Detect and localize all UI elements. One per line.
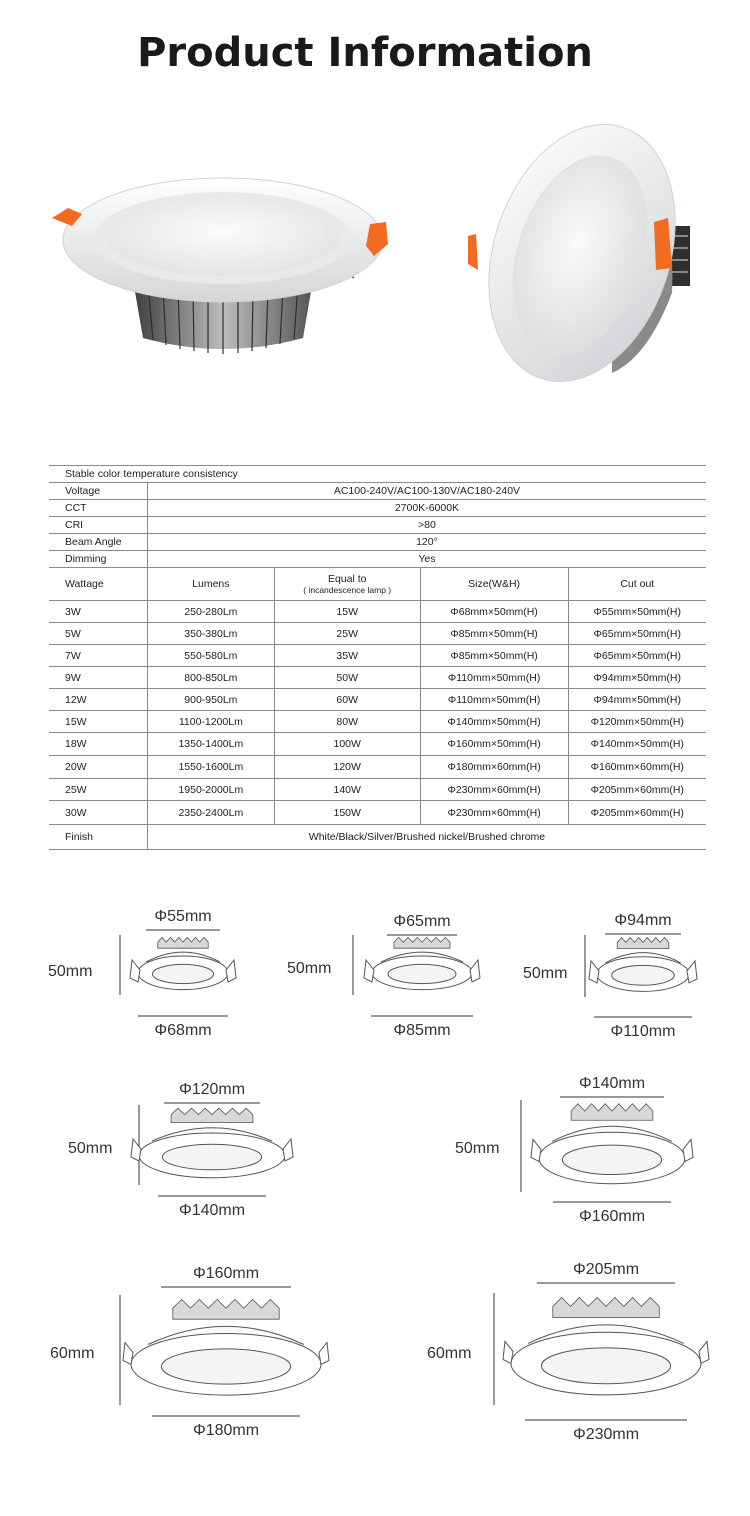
height-dimension-label: 50mm — [48, 963, 93, 980]
downlight-photo-angled — [462, 118, 702, 390]
outer-diameter-label: Φ85mm — [393, 1022, 451, 1039]
heatsink-icon — [394, 937, 450, 948]
cell-cutout: Φ140mm×50mm(H) — [568, 733, 706, 756]
heatsink-icon — [173, 1299, 279, 1319]
table-row — [49, 756, 706, 779]
cell-lumens: 800-850Lm — [147, 667, 274, 689]
outer-diameter-label: Φ160mm — [578, 1208, 646, 1225]
cell-equal: 35W — [274, 645, 420, 667]
header-equal — [274, 568, 420, 601]
heatsink-icon — [171, 1108, 253, 1122]
table-row — [49, 689, 706, 711]
cell-equal: 50W — [274, 667, 420, 689]
heatsink-icon — [158, 937, 208, 948]
spec-value: AC100-240V/AC100-130V/AC180-240V — [147, 483, 706, 500]
header-equal-line1: Equal to — [327, 573, 367, 585]
table-row — [49, 601, 706, 623]
table-row — [49, 711, 706, 733]
downlight-dimension-drawing — [515, 1093, 701, 1206]
cell-lumens: 250-280Lm — [147, 601, 274, 623]
cell-size: Φ180mm×60mm(H) — [420, 756, 568, 779]
spec-value: White/Black/Silver/Brushed nickel/Brushed chrome — [147, 825, 706, 850]
cell-size: Φ230mm×60mm(H) — [420, 801, 568, 825]
cell-wattage: 3W — [49, 601, 147, 623]
spec-label: CRI — [49, 517, 147, 534]
page-title: Product Information — [137, 30, 593, 76]
downlight-dimension-drawing — [133, 1099, 301, 1200]
spec-label: Beam Angle — [49, 534, 147, 551]
height-dimension-label: 50mm — [455, 1140, 500, 1157]
spec-row-beam-angle — [49, 534, 706, 551]
cell-equal: 120W — [274, 756, 420, 779]
cell-wattage: 5W — [49, 623, 147, 645]
cell-cutout: Φ55mm×50mm(H) — [568, 601, 706, 623]
cell-size: Φ140mm×50mm(H) — [420, 711, 568, 733]
header-wattage: Wattage — [49, 568, 147, 601]
cell-equal: 140W — [274, 779, 420, 801]
cell-cutout: Φ205mm×60mm(H) — [568, 801, 706, 825]
header-cutout: Cut out — [568, 568, 706, 601]
cell-lumens: 1550-1600Lm — [147, 756, 274, 779]
outer-diameter-label: Φ110mm — [610, 1023, 676, 1040]
cell-size: Φ85mm×50mm(H) — [420, 645, 568, 667]
outer-diameter-label: Φ68mm — [154, 1022, 212, 1039]
cell-wattage: 7W — [49, 645, 147, 667]
outer-diameter-label: Φ180mm — [192, 1422, 260, 1439]
cell-lumens: 1100-1200Lm — [147, 711, 274, 733]
cutout-dimension-label: Φ140mm — [578, 1075, 646, 1092]
cell-equal: 80W — [274, 711, 420, 733]
table-row — [49, 779, 706, 801]
spec-value: >80 — [147, 517, 706, 534]
heatsink-icon — [571, 1104, 653, 1121]
cell-equal: 25W — [274, 623, 420, 645]
cell-size: Φ110mm×50mm(H) — [420, 667, 568, 689]
spec-row-cct — [49, 500, 706, 517]
cell-lumens: 2350-2400Lm — [147, 801, 274, 825]
spec-value: Yes — [147, 551, 706, 568]
table-row — [49, 733, 706, 756]
downlight-dimension-drawing — [579, 930, 705, 1021]
cell-wattage: 15W — [49, 711, 147, 733]
downlight-dimension-drawing — [347, 931, 488, 1020]
spec-label: Voltage — [49, 483, 147, 500]
cell-cutout: Φ94mm×50mm(H) — [568, 689, 706, 711]
cell-cutout: Φ94mm×50mm(H) — [568, 667, 706, 689]
height-dimension-label: 60mm — [50, 1345, 95, 1362]
cell-wattage: 20W — [49, 756, 147, 779]
downlight-dimension-drawing — [114, 1283, 337, 1420]
downlight-dimension-drawing — [114, 926, 244, 1020]
spec-row-cri — [49, 517, 706, 534]
cell-equal: 60W — [274, 689, 420, 711]
cell-cutout: Φ65mm×50mm(H) — [568, 645, 706, 667]
heatsink-icon — [617, 937, 669, 948]
spec-label: CCT — [49, 500, 147, 517]
cell-cutout: Φ205mm×60mm(H) — [568, 779, 706, 801]
cell-lumens: 550-580Lm — [147, 645, 274, 667]
spec-header-row — [49, 568, 706, 601]
cutout-dimension-label: Φ94mm — [614, 912, 672, 929]
header-lumens: Lumens — [147, 568, 274, 601]
cell-wattage: 18W — [49, 733, 147, 756]
table-row — [49, 645, 706, 667]
cell-lumens: 900-950Lm — [147, 689, 274, 711]
cell-equal: 100W — [274, 733, 420, 756]
cell-wattage: 25W — [49, 779, 147, 801]
table-row — [49, 801, 706, 825]
spec-value: 2700K-6000K — [147, 500, 706, 517]
outer-diameter-label: Φ230mm — [572, 1426, 640, 1443]
table-row — [49, 667, 706, 689]
header-size: Size(W&H) — [420, 568, 568, 601]
cell-wattage: 9W — [49, 667, 147, 689]
cell-cutout: Φ120mm×50mm(H) — [568, 711, 706, 733]
cell-size: Φ160mm×50mm(H) — [420, 733, 568, 756]
cutout-dimension-label: Φ120mm — [178, 1081, 246, 1098]
outer-diameter-label: Φ140mm — [178, 1202, 246, 1219]
height-dimension-label: 50mm — [523, 965, 568, 982]
table-row — [49, 623, 706, 645]
spec-row-finish — [49, 825, 706, 850]
cutout-dimension-label: Φ205mm — [572, 1261, 640, 1278]
height-dimension-label: 50mm — [68, 1140, 113, 1157]
spec-table — [49, 465, 706, 850]
downlight-photo-front — [48, 160, 398, 370]
cell-equal: 15W — [274, 601, 420, 623]
spec-label: Dimming — [49, 551, 147, 568]
cell-lumens: 1950-2000Lm — [147, 779, 274, 801]
spec-intro: Stable color temperature consistency — [49, 466, 706, 483]
orange-clip-left — [468, 234, 478, 270]
cell-equal: 150W — [274, 801, 420, 825]
spec-row-dimming — [49, 551, 706, 568]
downlight-dimension-drawing — [488, 1279, 717, 1424]
heatsink-icon — [553, 1297, 659, 1317]
cell-wattage: 12W — [49, 689, 147, 711]
spec-row-voltage — [49, 483, 706, 500]
height-dimension-label: 60mm — [427, 1345, 472, 1362]
cell-lumens: 350-380Lm — [147, 623, 274, 645]
cell-cutout: Φ160mm×60mm(H) — [568, 756, 706, 779]
cell-size: Φ85mm×50mm(H) — [420, 623, 568, 645]
cutout-dimension-label: Φ65mm — [393, 913, 451, 930]
height-dimension-label: 50mm — [287, 960, 332, 977]
cell-size: Φ68mm×50mm(H) — [420, 601, 568, 623]
cell-lumens: 1350-1400Lm — [147, 733, 274, 756]
cutout-dimension-label: Φ160mm — [192, 1265, 260, 1282]
cell-cutout: Φ65mm×50mm(H) — [568, 623, 706, 645]
cell-size: Φ110mm×50mm(H) — [420, 689, 568, 711]
spec-value: 120° — [147, 534, 706, 551]
header-equal-line2: ( incandescence lamp ) — [303, 585, 392, 595]
cell-wattage: 30W — [49, 801, 147, 825]
cutout-dimension-label: Φ55mm — [154, 908, 212, 925]
cell-size: Φ230mm×60mm(H) — [420, 779, 568, 801]
spec-label: Finish — [49, 825, 147, 850]
